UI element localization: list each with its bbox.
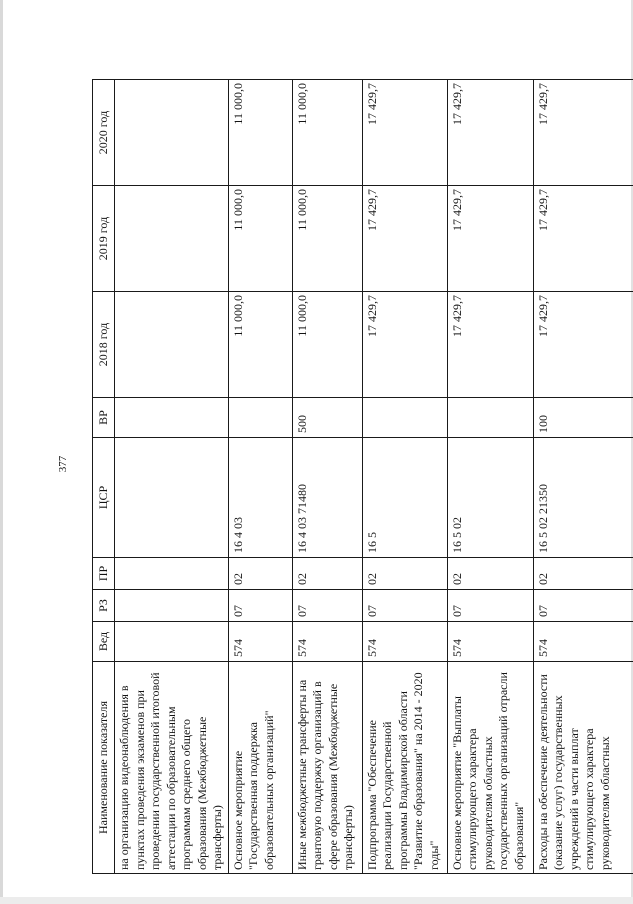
cell-rz: 07 — [292, 590, 362, 622]
header-vr: ВР — [93, 398, 115, 438]
header-2020: 2020 год — [93, 80, 115, 186]
cell-csr: 16 5 — [362, 438, 447, 558]
table-row — [447, 80, 533, 874]
table-row — [115, 80, 229, 874]
cell-name: Иные межбюджетные трансферты на грантовую поддержку организаций в сфере образования (Межбюджетные трансферты) — [292, 662, 362, 874]
cell-2020 — [115, 80, 229, 186]
cell-2020: 17 429,7 — [362, 80, 447, 186]
cell-rz: 07 — [228, 590, 292, 622]
cell-2019 — [115, 186, 229, 292]
header-2018: 2018 год — [93, 292, 115, 398]
table-row — [533, 80, 633, 874]
cell-pr — [115, 558, 229, 590]
cell-ved: 574 — [228, 622, 292, 662]
cell-2018: 11 000,0 — [292, 292, 362, 398]
cell-csr: 16 5 02 — [447, 438, 533, 558]
header-pr: ПР — [93, 558, 115, 590]
cell-rz: 07 — [533, 590, 633, 622]
cell-vr — [447, 398, 533, 438]
header-name: Наименование показателя — [93, 662, 115, 874]
header-csr: ЦСР — [93, 438, 115, 558]
cell-ved: 574 — [362, 622, 447, 662]
header-rz: РЗ — [93, 590, 115, 622]
cell-2020: 11 000,0 — [228, 80, 292, 186]
cell-name: на организацию видеонаблюдения в пунктах проведения экзаменов при проведении государственной итоговой аттестации по образовательным программам среднего общего образования (Межбюджетные трансферты) — [115, 662, 229, 874]
cell-name: Основное мероприятие "Выплаты стимулирующего характера руководителям областных государственных организаций отрасли образования" — [447, 662, 533, 874]
cell-name: Основное мероприятие "Государственная поддержка образовательных организаций" — [228, 662, 292, 874]
cell-pr: 02 — [228, 558, 292, 590]
cell-rz — [115, 590, 229, 622]
cell-2019: 11 000,0 — [292, 186, 362, 292]
cell-csr: 16 5 02 21350 — [533, 438, 633, 558]
table-row — [292, 80, 362, 874]
cell-ved: 574 — [447, 622, 533, 662]
scan-bottom-edge — [0, 897, 633, 904]
scan-left-edge — [0, 0, 3, 904]
rotated-table-wrapper — [92, 80, 621, 874]
cell-rz: 07 — [447, 590, 533, 622]
cell-ved — [115, 622, 229, 662]
table-row — [228, 80, 292, 874]
cell-vr: 100 — [533, 398, 633, 438]
cell-rz: 07 — [362, 590, 447, 622]
cell-pr: 02 — [447, 558, 533, 590]
cell-ved: 574 — [533, 622, 633, 662]
header-ved: Вед — [93, 622, 115, 662]
cell-2018: 17 429,7 — [533, 292, 633, 398]
cell-2020: 17 429,7 — [447, 80, 533, 186]
cell-pr: 02 — [362, 558, 447, 590]
cell-2019: 17 429,7 — [362, 186, 447, 292]
cell-csr — [115, 438, 229, 558]
cell-2020: 11 000,0 — [292, 80, 362, 186]
cell-vr — [228, 398, 292, 438]
header-2019: 2019 год — [93, 186, 115, 292]
cell-csr: 16 4 03 71480 — [292, 438, 362, 558]
cell-vr — [362, 398, 447, 438]
cell-ved: 574 — [292, 622, 362, 662]
cell-csr: 16 4 03 — [228, 438, 292, 558]
cell-vr: 500 — [292, 398, 362, 438]
cell-2018 — [115, 292, 229, 398]
cell-2018: 17 429,7 — [447, 292, 533, 398]
cell-2019: 17 429,7 — [533, 186, 633, 292]
cell-2020: 17 429,7 — [533, 80, 633, 186]
cell-2019: 11 000,0 — [228, 186, 292, 292]
header-row — [93, 80, 115, 874]
table-row — [362, 80, 447, 874]
cell-name: Расходы на обеспечение деятельности (оказание услуг) государственных учреждений в части выплат стимулирующего характера руководителям областных — [533, 662, 633, 874]
cell-vr — [115, 398, 229, 438]
page-number: 377 — [57, 455, 69, 473]
cell-name: Подпрограмма "Обеспечение реализации Государственной программы Владимирской области "Развитие образования" на 2014 - 2020 годы" — [362, 662, 447, 874]
cell-pr: 02 — [292, 558, 362, 590]
cell-pr: 02 — [533, 558, 633, 590]
cell-2018: 11 000,0 — [228, 292, 292, 398]
budget-table — [92, 79, 633, 874]
cell-2019: 17 429,7 — [447, 186, 533, 292]
cell-2018: 17 429,7 — [362, 292, 447, 398]
